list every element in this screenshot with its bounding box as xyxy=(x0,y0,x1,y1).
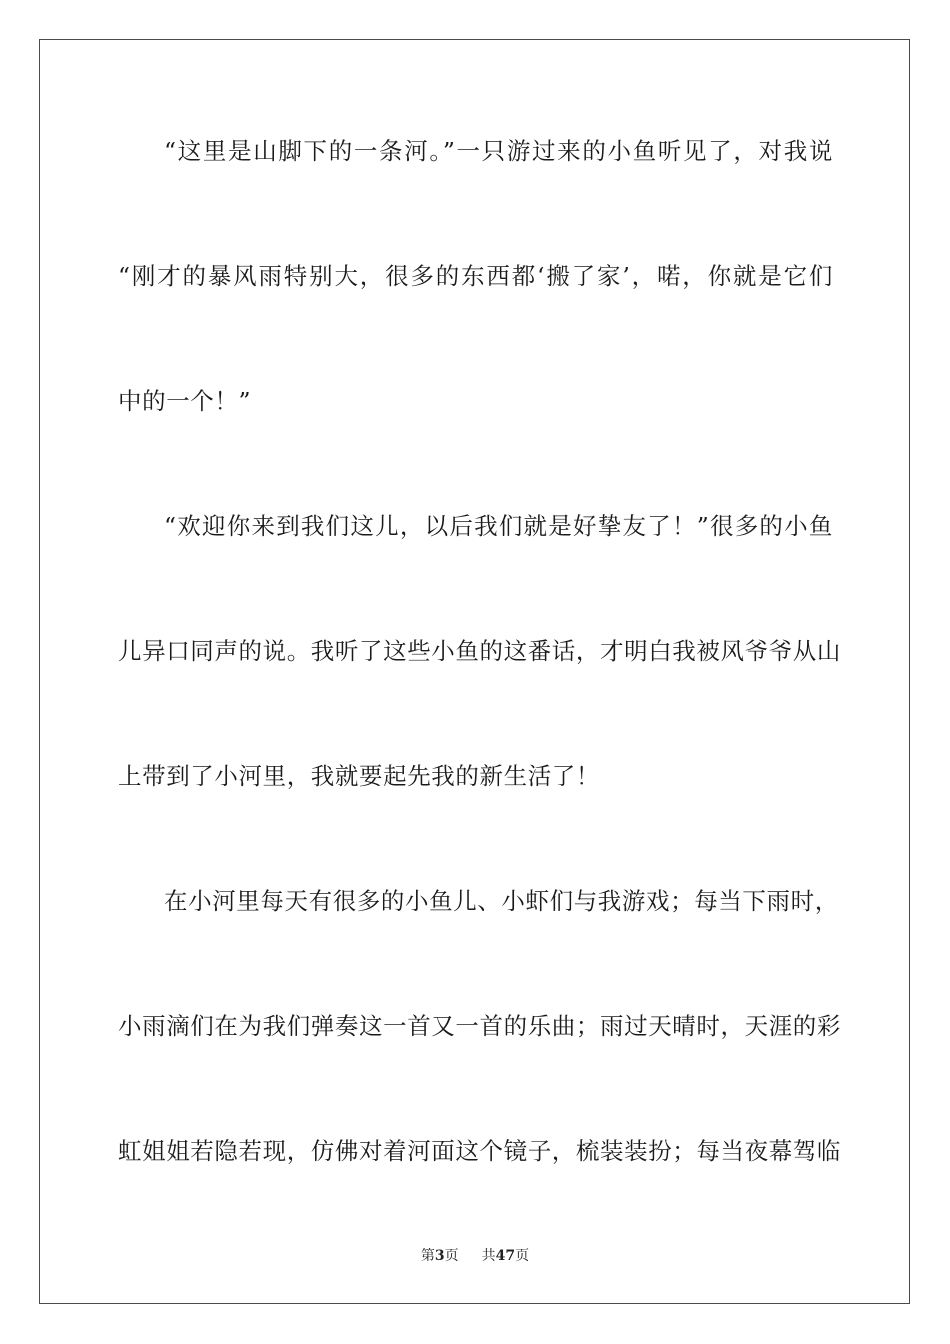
page-border xyxy=(39,39,910,1304)
page-number: 3 xyxy=(434,1248,445,1264)
total-prefix: 共 xyxy=(481,1248,496,1264)
text-line: 上带到了小河里，我就要起先我的新生活了！ xyxy=(118,762,600,790)
total-pages: 47 xyxy=(495,1248,516,1264)
text-line: “这里是山脚下的一条河。”一只游过来的小鱼听见了，对我说 xyxy=(164,137,833,165)
text-line: 小雨滴们在为我们弹奏这一首又一首的乐曲；雨过天晴时，天涯的彩 xyxy=(118,1012,841,1040)
total-suffix: 页 xyxy=(515,1248,530,1264)
text-line: 中的一个！” xyxy=(118,387,252,415)
page-footer xyxy=(0,1247,950,1265)
page-indicator xyxy=(421,1247,459,1265)
total-pages-indicator xyxy=(482,1247,529,1265)
text-line: “欢迎你来到我们这儿，以后我们就是好挚友了！”很多的小鱼 xyxy=(164,512,833,540)
page-suffix: 页 xyxy=(444,1248,459,1264)
text-line: 虹姐姐若隐若现，仿佛对着河面这个镜子，梳装装扮；每当夜幕驾临 xyxy=(118,1137,841,1165)
text-line: 儿异口同声的说。我听了这些小鱼的这番话，才明白我被风爷爷从山 xyxy=(118,637,841,665)
text-line: “刚才的暴风雨特别大，很多的东西都‘搬了家’，喏，你就是它们 xyxy=(118,262,833,290)
page-prefix: 第 xyxy=(420,1248,435,1264)
text-line: 在小河里每天有很多的小鱼儿、小虾们与我游戏；每当下雨时， xyxy=(164,887,839,915)
